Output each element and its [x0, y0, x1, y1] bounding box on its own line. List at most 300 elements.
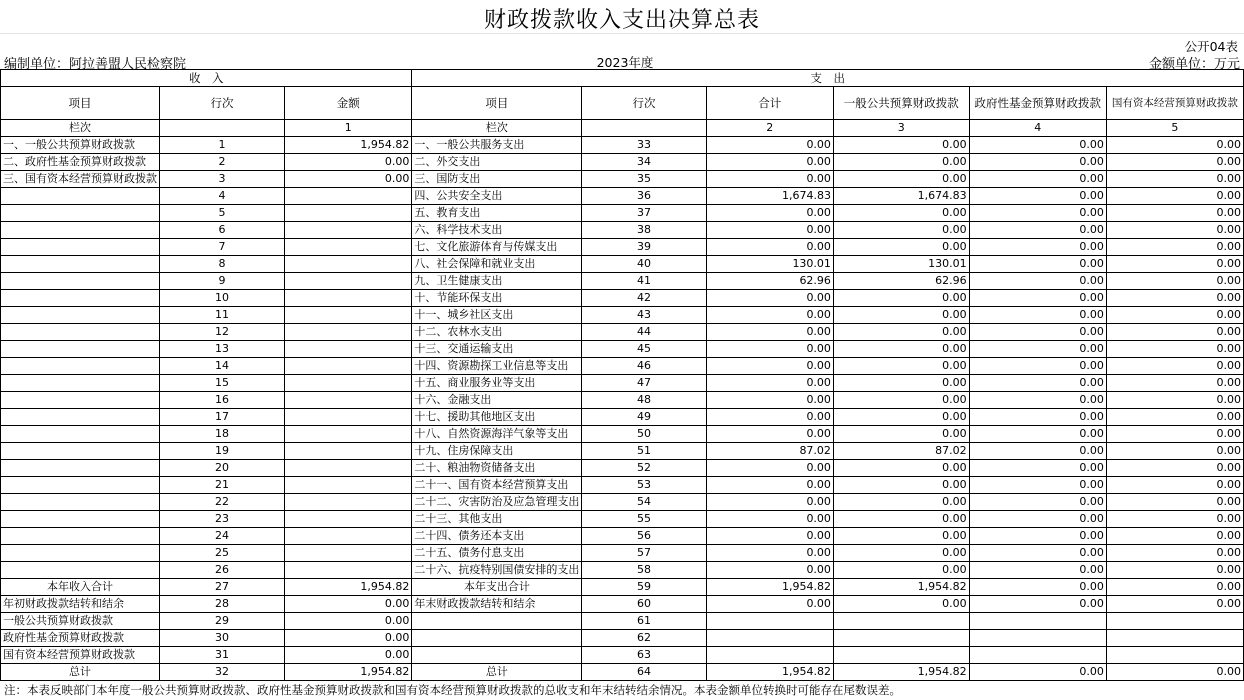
expense-total — [706, 647, 833, 664]
income-amount — [285, 307, 412, 324]
expense-item: 本年支出合计 — [412, 579, 582, 596]
expense-line: 51 — [582, 443, 706, 460]
expense-line: 42 — [582, 290, 706, 307]
expense-fund-budget: 0.00 — [969, 443, 1106, 460]
table-row — [1, 307, 1244, 324]
expense-state-capital: 0.00 — [1106, 528, 1243, 545]
expense-total: 1,674.83 — [706, 188, 833, 205]
expense-total: 0.00 — [706, 290, 833, 307]
income-amount: 0.00 — [285, 630, 412, 647]
income-amount — [285, 528, 412, 545]
table-row — [1, 630, 1244, 647]
income-line: 16 — [160, 392, 285, 409]
expense-fund-budget: 0.00 — [969, 545, 1106, 562]
income-amount — [285, 443, 412, 460]
expense-item: 二十、粮油物资储备支出 — [412, 460, 582, 477]
income-line: 26 — [160, 562, 285, 579]
table-row — [1, 596, 1244, 613]
expense-state-capital: 0.00 — [1106, 273, 1243, 290]
expense-line: 64 — [582, 664, 706, 681]
column-number-cell: 5 — [1106, 120, 1243, 137]
income-item — [1, 460, 160, 477]
expense-line: 43 — [582, 307, 706, 324]
expense-state-capital: 0.00 — [1106, 562, 1243, 579]
expense-general-budget: 0.00 — [833, 171, 969, 188]
table-row — [1, 545, 1244, 562]
table-row — [1, 409, 1244, 426]
income-item — [1, 222, 160, 239]
income-amount: 0.00 — [285, 647, 412, 664]
expense-total: 1,954.82 — [706, 579, 833, 596]
expense-state-capital: 0.00 — [1106, 358, 1243, 375]
expense-total: 0.00 — [706, 171, 833, 188]
income-line: 14 — [160, 358, 285, 375]
expense-general-budget: 0.00 — [833, 375, 969, 392]
expense-state-capital: 0.00 — [1106, 239, 1243, 256]
expense-line: 38 — [582, 222, 706, 239]
expense-total: 0.00 — [706, 494, 833, 511]
expense-general-budget: 0.00 — [833, 137, 969, 154]
col-header-state-capital: 国有资本经营预算财政拨款 — [1106, 87, 1243, 120]
income-amount — [285, 222, 412, 239]
expense-line: 60 — [582, 596, 706, 613]
table-row — [1, 375, 1244, 392]
table-row — [1, 154, 1244, 171]
page-title: 财政拨款收入支出决算总表 — [483, 8, 760, 33]
expense-line: 52 — [582, 460, 706, 477]
table-row — [1, 324, 1244, 341]
table-row — [1, 494, 1244, 511]
expense-fund-budget: 0.00 — [969, 562, 1106, 579]
expense-line: 46 — [582, 358, 706, 375]
income-item — [1, 188, 160, 205]
income-line: 7 — [160, 239, 285, 256]
expense-line: 56 — [582, 528, 706, 545]
column-number-cell: 2 — [706, 120, 833, 137]
expense-fund-budget: 0.00 — [969, 528, 1106, 545]
income-line: 17 — [160, 409, 285, 426]
expense-state-capital: 0.00 — [1106, 545, 1243, 562]
income-line: 10 — [160, 290, 285, 307]
expense-item — [412, 647, 582, 664]
expense-item: 二十二、灾害防治及应急管理支出 — [412, 494, 582, 511]
expense-total: 0.00 — [706, 460, 833, 477]
expense-state-capital: 0.00 — [1106, 596, 1243, 613]
income-item — [1, 273, 160, 290]
income-line: 21 — [160, 477, 285, 494]
col-header-total: 合计 — [706, 87, 833, 120]
income-amount — [285, 273, 412, 290]
expense-line: 57 — [582, 545, 706, 562]
expense-total: 0.00 — [706, 137, 833, 154]
expense-line: 37 — [582, 205, 706, 222]
expense-total: 130.01 — [706, 256, 833, 273]
expense-item: 十一、城乡社区支出 — [412, 307, 582, 324]
expense-fund-budget — [969, 630, 1106, 647]
expense-total: 0.00 — [706, 205, 833, 222]
income-item — [1, 528, 160, 545]
expense-item: 总计 — [412, 664, 582, 681]
expense-line: 49 — [582, 409, 706, 426]
income-item: 一、一般公共预算财政拨款 — [1, 137, 160, 154]
expense-general-budget: 0.00 — [833, 307, 969, 324]
expense-fund-budget: 0.00 — [969, 494, 1106, 511]
expense-fund-budget: 0.00 — [969, 460, 1106, 477]
expense-total: 0.00 — [706, 426, 833, 443]
income-item: 政府性基金预算财政拨款 — [1, 630, 160, 647]
expense-fund-budget: 0.00 — [969, 324, 1106, 341]
expense-general-budget: 0.00 — [833, 290, 969, 307]
table-row — [1, 664, 1244, 681]
income-line: 5 — [160, 205, 285, 222]
income-line: 3 — [160, 171, 285, 188]
expense-state-capital: 0.00 — [1106, 579, 1243, 596]
table-row — [1, 341, 1244, 358]
column-number-label: 栏次 — [1, 120, 160, 137]
expense-total: 0.00 — [706, 545, 833, 562]
fiscal-year: 2023年度 — [596, 55, 654, 70]
expense-total: 0.00 — [706, 562, 833, 579]
expense-fund-budget — [969, 647, 1106, 664]
expense-fund-budget — [969, 613, 1106, 630]
expense-state-capital: 0.00 — [1106, 664, 1243, 681]
income-amount: 0.00 — [285, 154, 412, 171]
expense-general-budget: 0.00 — [833, 477, 969, 494]
expense-general-budget: 62.96 — [833, 273, 969, 290]
expense-fund-budget: 0.00 — [969, 409, 1106, 426]
expense-fund-budget: 0.00 — [969, 154, 1106, 171]
income-amount — [285, 188, 412, 205]
expense-general-budget: 130.01 — [833, 256, 969, 273]
column-number-cell: 1 — [285, 120, 412, 137]
expense-state-capital: 0.00 — [1106, 494, 1243, 511]
expense-fund-budget: 0.00 — [969, 511, 1106, 528]
income-item — [1, 477, 160, 494]
income-amount: 0.00 — [285, 596, 412, 613]
expense-general-budget: 0.00 — [833, 358, 969, 375]
expense-item: 二十一、国有资本经营预算支出 — [412, 477, 582, 494]
table-row — [1, 188, 1244, 205]
expense-line: 33 — [582, 137, 706, 154]
expense-fund-budget: 0.00 — [969, 137, 1106, 154]
income-line: 22 — [160, 494, 285, 511]
income-line: 12 — [160, 324, 285, 341]
column-number-cell — [160, 120, 285, 137]
expense-total: 0.00 — [706, 409, 833, 426]
expense-line: 40 — [582, 256, 706, 273]
income-amount: 1,954.82 — [285, 664, 412, 681]
expense-item: 七、文化旅游体育与传媒支出 — [412, 239, 582, 256]
expense-item: 十九、住房保障支出 — [412, 443, 582, 460]
expense-item: 年末财政拨款结转和结余 — [412, 596, 582, 613]
expense-line: 36 — [582, 188, 706, 205]
expense-total: 62.96 — [706, 273, 833, 290]
currency-unit: 金额单位：万元 — [1148, 57, 1240, 72]
expense-total: 1,954.82 — [706, 664, 833, 681]
expense-general-budget: 0.00 — [833, 596, 969, 613]
col-header-amount: 金额 — [285, 87, 412, 120]
expense-general-budget: 0.00 — [833, 324, 969, 341]
expense-line: 54 — [582, 494, 706, 511]
income-item — [1, 409, 160, 426]
income-item — [1, 239, 160, 256]
expense-fund-budget: 0.00 — [969, 171, 1106, 188]
income-item — [1, 426, 160, 443]
expense-fund-budget: 0.00 — [969, 256, 1106, 273]
expense-item — [412, 630, 582, 647]
expense-total: 0.00 — [706, 324, 833, 341]
expense-line: 39 — [582, 239, 706, 256]
expense-state-capital: 0.00 — [1106, 205, 1243, 222]
income-item — [1, 392, 160, 409]
expense-state-capital: 0.00 — [1106, 188, 1243, 205]
expense-line: 53 — [582, 477, 706, 494]
expense-fund-budget: 0.00 — [969, 273, 1106, 290]
income-item — [1, 324, 160, 341]
expense-item: 五、教育支出 — [412, 205, 582, 222]
income-line: 19 — [160, 443, 285, 460]
expense-state-capital: 0.00 — [1106, 375, 1243, 392]
table-row — [1, 392, 1244, 409]
expense-line: 50 — [582, 426, 706, 443]
income-line: 8 — [160, 256, 285, 273]
expense-state-capital: 0.00 — [1106, 171, 1243, 188]
expense-general-budget: 0.00 — [833, 154, 969, 171]
income-item — [1, 205, 160, 222]
income-item — [1, 256, 160, 273]
income-line: 1 — [160, 137, 285, 154]
expense-total: 0.00 — [706, 511, 833, 528]
table-row — [1, 647, 1244, 664]
income-line: 27 — [160, 579, 285, 596]
expense-line: 44 — [582, 324, 706, 341]
expense-state-capital — [1106, 630, 1243, 647]
income-item: 国有资本经营预算财政拨款 — [1, 647, 160, 664]
table-row — [1, 579, 1244, 596]
income-item — [1, 545, 160, 562]
table-row — [1, 171, 1244, 188]
expense-line: 59 — [582, 579, 706, 596]
expense-section-header: 支 出 — [412, 70, 1244, 87]
expense-state-capital — [1106, 613, 1243, 630]
table-row — [1, 256, 1244, 273]
expense-fund-budget: 0.00 — [969, 392, 1106, 409]
income-item — [1, 290, 160, 307]
income-line: 11 — [160, 307, 285, 324]
expense-total: 0.00 — [706, 239, 833, 256]
income-amount — [285, 426, 412, 443]
footnote: 注：本表反映部门本年度一般公共预算财政拨款、政府性基金预算财政拨款和国有资本经营预算财政拨款的总收支和年末结转结余情况。本表金额单位转换时可能存在尾数误差。 — [4, 683, 901, 697]
expense-total: 87.02 — [706, 443, 833, 460]
income-item — [1, 562, 160, 579]
income-line: 24 — [160, 528, 285, 545]
income-item: 年初财政拨款结转和结余 — [1, 596, 160, 613]
table-row — [1, 477, 1244, 494]
expense-fund-budget: 0.00 — [969, 205, 1106, 222]
income-item — [1, 443, 160, 460]
table-row — [1, 460, 1244, 477]
expense-fund-budget: 0.00 — [969, 477, 1106, 494]
table-row — [1, 562, 1244, 579]
income-item: 一般公共预算财政拨款 — [1, 613, 160, 630]
expense-state-capital: 0.00 — [1106, 256, 1243, 273]
expense-total: 0.00 — [706, 477, 833, 494]
expense-state-capital: 0.00 — [1106, 137, 1243, 154]
income-amount: 0.00 — [285, 171, 412, 188]
expense-total: 0.00 — [706, 375, 833, 392]
income-amount — [285, 256, 412, 273]
expense-line: 41 — [582, 273, 706, 290]
expense-item: 二十六、抗疫特别国债安排的支出 — [412, 562, 582, 579]
income-section-header: 收 入 — [1, 70, 412, 87]
organization-label: 编制单位：阿拉善盟人民检察院 — [4, 57, 187, 72]
expense-item: 三、国防支出 — [412, 171, 582, 188]
expense-fund-budget: 0.00 — [969, 222, 1106, 239]
expense-general-budget: 0.00 — [833, 545, 969, 562]
income-amount — [285, 205, 412, 222]
income-line: 4 — [160, 188, 285, 205]
income-item — [1, 375, 160, 392]
income-amount — [285, 477, 412, 494]
income-item — [1, 358, 160, 375]
expense-state-capital: 0.00 — [1106, 409, 1243, 426]
expense-fund-budget: 0.00 — [969, 290, 1106, 307]
expense-item: 二十三、其他支出 — [412, 511, 582, 528]
table-row — [1, 426, 1244, 443]
table-row — [1, 239, 1244, 256]
expense-item: 四、公共安全支出 — [412, 188, 582, 205]
expense-fund-budget: 0.00 — [969, 664, 1106, 681]
expense-general-budget — [833, 647, 969, 664]
col-header-item: 项目 — [1, 87, 160, 120]
expense-general-budget: 0.00 — [833, 562, 969, 579]
expense-general-budget: 0.00 — [833, 205, 969, 222]
expense-state-capital — [1106, 647, 1243, 664]
expense-general-budget: 0.00 — [833, 426, 969, 443]
income-amount — [285, 562, 412, 579]
expense-general-budget: 0.00 — [833, 222, 969, 239]
expense-general-budget: 0.00 — [833, 239, 969, 256]
expense-fund-budget: 0.00 — [969, 341, 1106, 358]
expense-general-budget: 1,954.82 — [833, 579, 969, 596]
expense-total: 0.00 — [706, 358, 833, 375]
income-line: 23 — [160, 511, 285, 528]
expense-general-budget — [833, 613, 969, 630]
expense-item: 二十五、债务付息支出 — [412, 545, 582, 562]
table-row — [1, 443, 1244, 460]
expense-general-budget — [833, 630, 969, 647]
income-line: 28 — [160, 596, 285, 613]
expense-fund-budget: 0.00 — [969, 596, 1106, 613]
expense-general-budget: 1,674.83 — [833, 188, 969, 205]
col-header-line: 行次 — [160, 87, 285, 120]
income-line: 18 — [160, 426, 285, 443]
income-amount — [285, 545, 412, 562]
income-line: 29 — [160, 613, 285, 630]
expense-item: 十六、金融支出 — [412, 392, 582, 409]
income-item — [1, 494, 160, 511]
expense-item — [412, 613, 582, 630]
expense-state-capital: 0.00 — [1106, 460, 1243, 477]
expense-state-capital: 0.00 — [1106, 477, 1243, 494]
expense-state-capital: 0.00 — [1106, 324, 1243, 341]
table-row — [1, 273, 1244, 290]
expense-item: 十五、商业服务业等支出 — [412, 375, 582, 392]
column-number-label: 栏次 — [412, 120, 582, 137]
income-amount: 0.00 — [285, 613, 412, 630]
table-row — [1, 613, 1244, 630]
expense-fund-budget: 0.00 — [969, 579, 1106, 596]
table-row — [1, 205, 1244, 222]
expense-state-capital: 0.00 — [1106, 154, 1243, 171]
income-amount — [285, 494, 412, 511]
income-amount: 1,954.82 — [285, 137, 412, 154]
expense-item: 二十四、债务还本支出 — [412, 528, 582, 545]
expense-total: 0.00 — [706, 528, 833, 545]
col-header-item: 项目 — [412, 87, 582, 120]
income-item — [1, 511, 160, 528]
income-item: 二、政府性基金预算财政拨款 — [1, 154, 160, 171]
expense-fund-budget: 0.00 — [969, 375, 1106, 392]
expense-item: 十二、农林水支出 — [412, 324, 582, 341]
expense-total: 0.00 — [706, 222, 833, 239]
column-number-cell: 4 — [969, 120, 1106, 137]
income-item — [1, 307, 160, 324]
expense-line: 34 — [582, 154, 706, 171]
income-line: 31 — [160, 647, 285, 664]
expense-general-budget: 0.00 — [833, 460, 969, 477]
expense-item: 十三、交通运输支出 — [412, 341, 582, 358]
expense-state-capital: 0.00 — [1106, 290, 1243, 307]
income-amount — [285, 324, 412, 341]
column-number-cell: 3 — [833, 120, 969, 137]
expense-fund-budget: 0.00 — [969, 426, 1106, 443]
income-amount — [285, 341, 412, 358]
table-row — [1, 137, 1244, 154]
col-header-general-budget: 一般公共预算财政拨款 — [833, 87, 969, 120]
expense-state-capital: 0.00 — [1106, 222, 1243, 239]
expense-item: 十、节能环保支出 — [412, 290, 582, 307]
expense-line: 61 — [582, 613, 706, 630]
income-line: 13 — [160, 341, 285, 358]
expense-state-capital: 0.00 — [1106, 443, 1243, 460]
budget-summary-table — [0, 69, 1244, 681]
income-amount — [285, 239, 412, 256]
income-line: 6 — [160, 222, 285, 239]
income-item: 总计 — [1, 664, 160, 681]
income-line: 25 — [160, 545, 285, 562]
col-header-line: 行次 — [582, 87, 706, 120]
expense-line: 47 — [582, 375, 706, 392]
expense-general-budget: 87.02 — [833, 443, 969, 460]
expense-total: 0.00 — [706, 154, 833, 171]
expense-state-capital: 0.00 — [1106, 426, 1243, 443]
expense-state-capital: 0.00 — [1106, 511, 1243, 528]
income-amount — [285, 392, 412, 409]
expense-line: 48 — [582, 392, 706, 409]
expense-item: 十七、援助其他地区支出 — [412, 409, 582, 426]
expense-total — [706, 613, 833, 630]
table-row — [1, 528, 1244, 545]
expense-line: 55 — [582, 511, 706, 528]
expense-fund-budget: 0.00 — [969, 188, 1106, 205]
income-item: 本年收入合计 — [1, 579, 160, 596]
expense-line: 58 — [582, 562, 706, 579]
income-amount — [285, 375, 412, 392]
table-row — [1, 290, 1244, 307]
expense-general-budget: 0.00 — [833, 511, 969, 528]
expense-line: 63 — [582, 647, 706, 664]
